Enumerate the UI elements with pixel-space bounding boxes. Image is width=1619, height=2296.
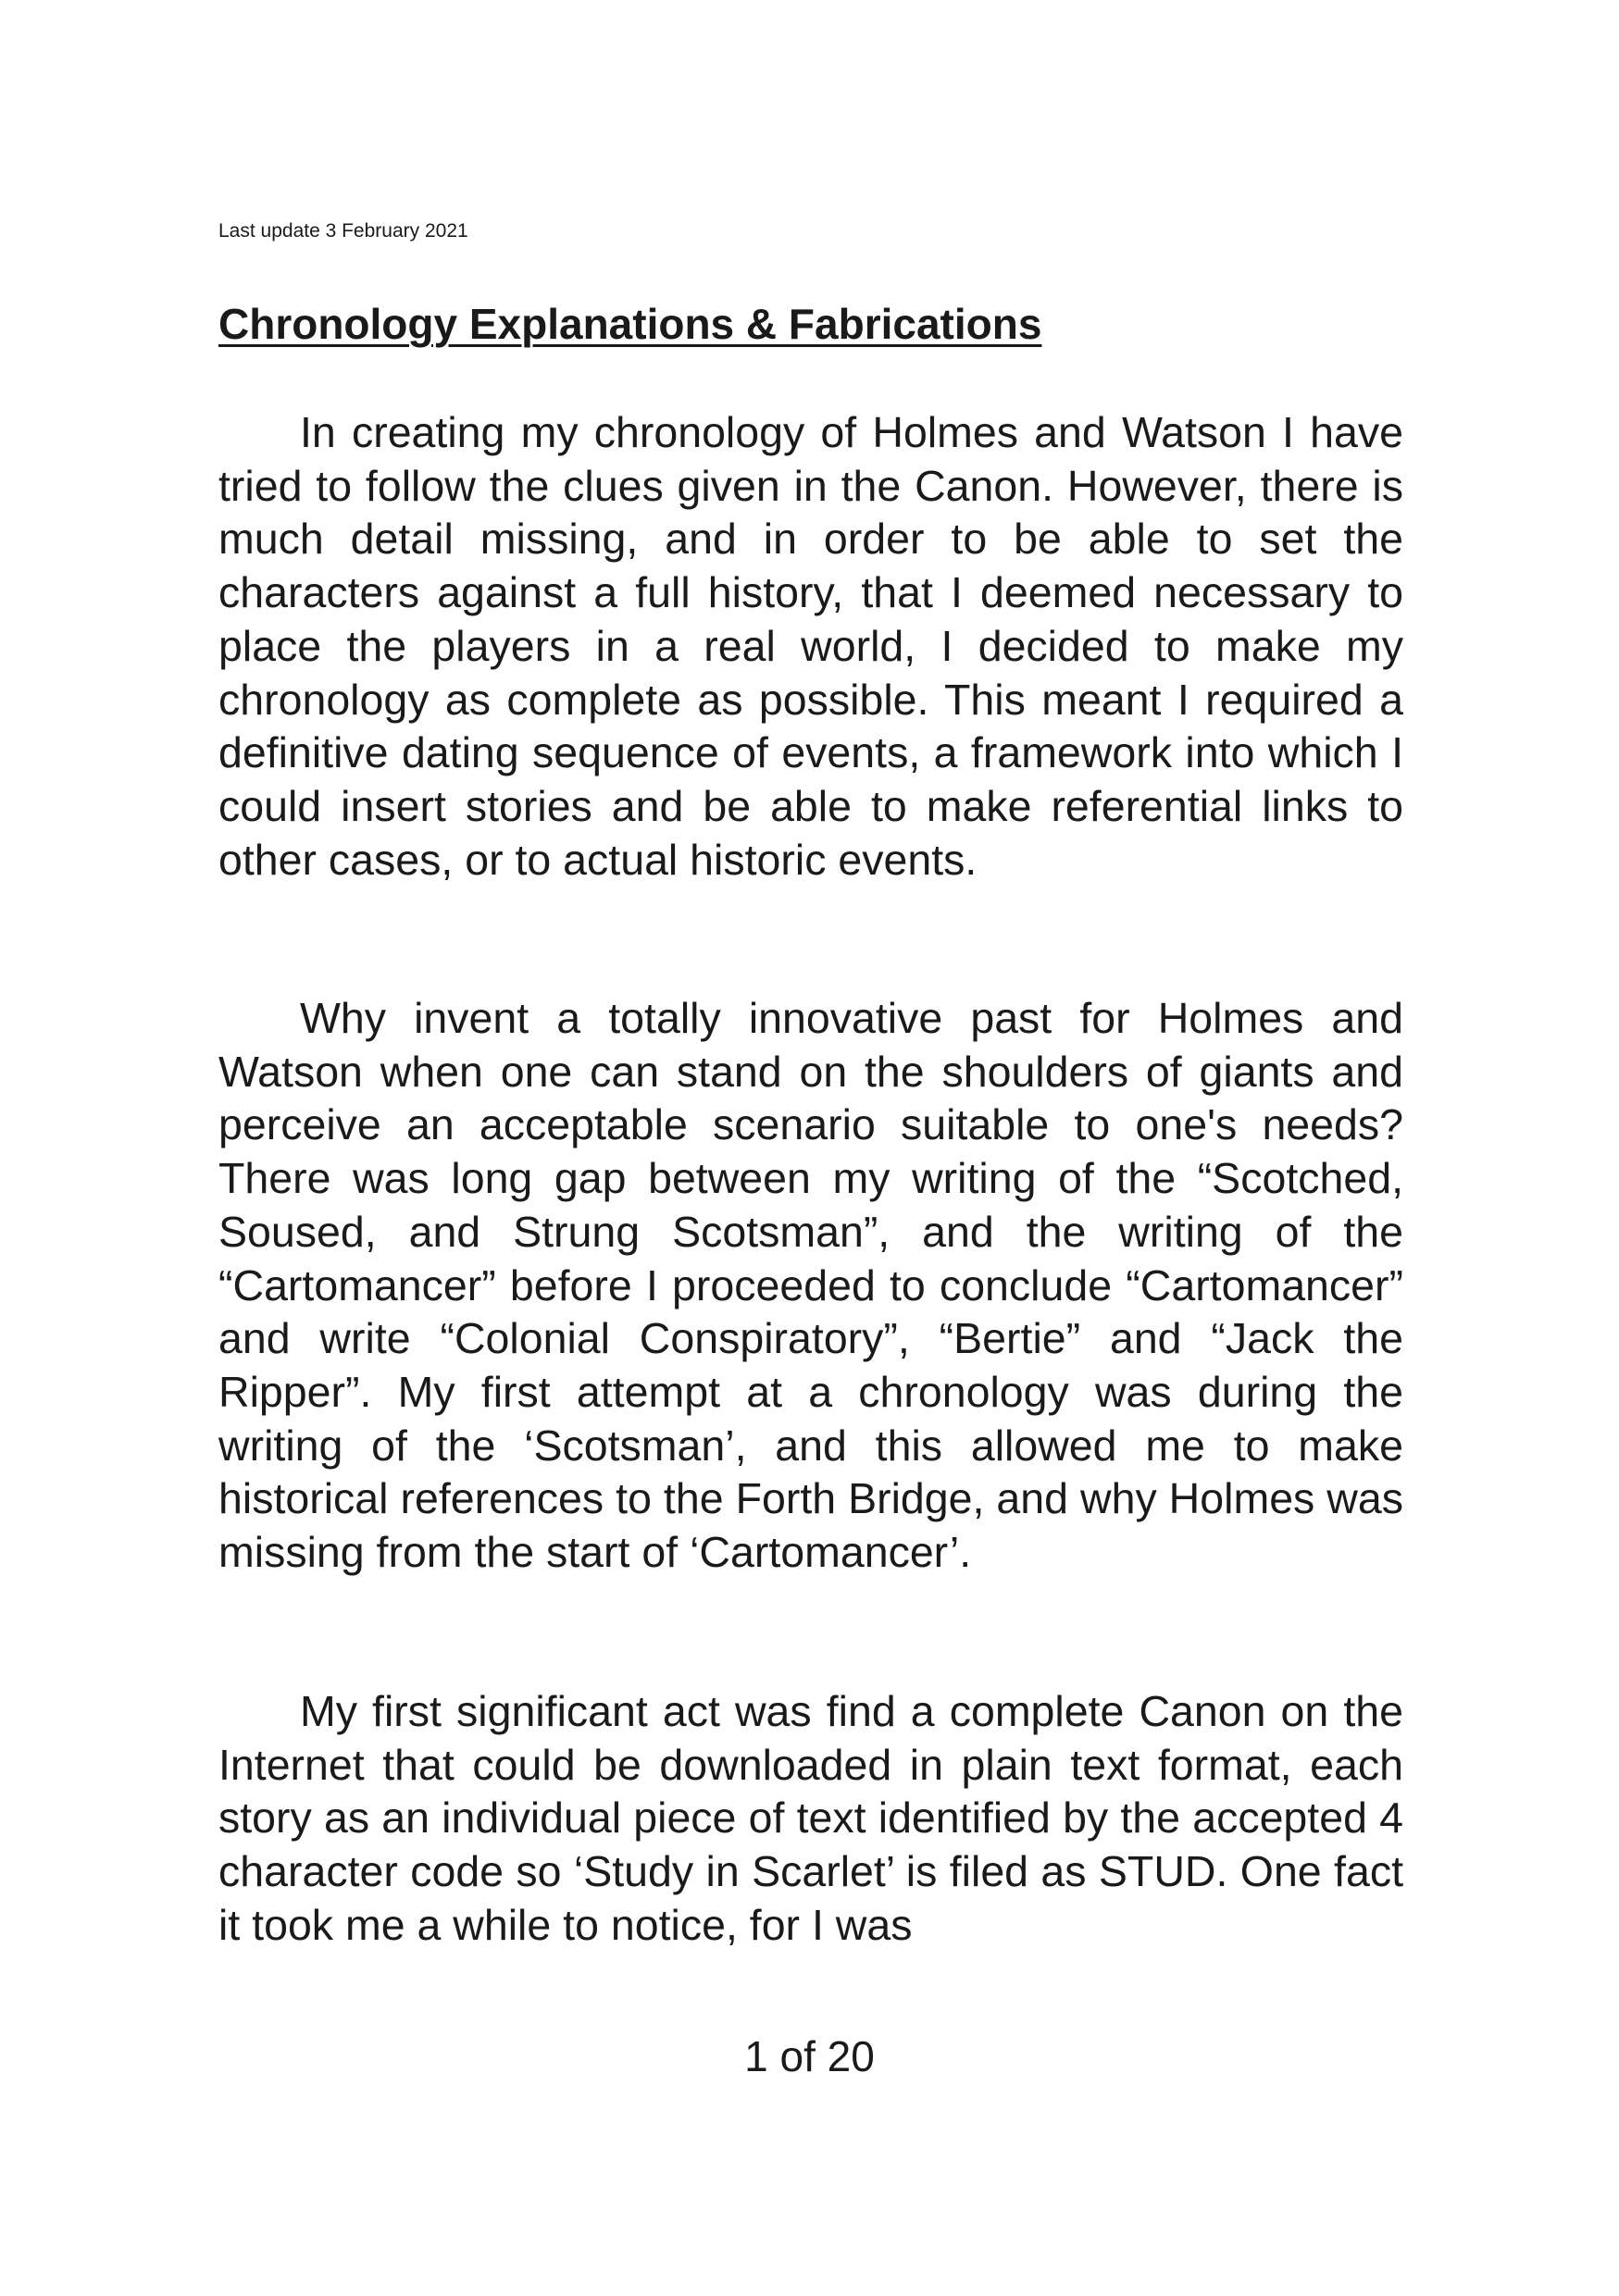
page-number: 1 of 20 (744, 2032, 875, 2080)
body-paragraph: My first significant act was find a complete Canon on the Internet that could be downloaded in plain text format, each story as an individual piece of text identified by the accepted 4 character code so ‘Study in Scarlet’ is filed as STUD. One fact it took me a while to notice, for I was (218, 1687, 1403, 1949)
body-paragraph: Why invent a totally innovative past for Holmes and Watson when one can stand on the shoulders of giants and perceive an acceptable scenario suitable to one's needs? There was long gap between my writing of the “Scotched, Soused, and Strung Scotsman”, and the writing of the “Cartomancer” before I proceeded to conclude “Cartomancer” and write “Colonial Conspiratory”, “Bertie” and “Jack the Ripper”. My first attempt at a chronology was during the writing of the ‘Scotsman’, and this allowed me to make historical references to the Forth Bridge, and why Holmes was missing from the start of ‘Cartomancer’. (218, 994, 1403, 1577)
document-title: Chronology Explanations & Fabrications (218, 300, 1042, 348)
last-update-note: Last update 3 February 2021 (218, 220, 468, 242)
body-paragraph: In creating my chronology of Holmes and Watson I have tried to follow the clues given in the Canon. However, there is much detail missing, and in order to be able to set the characters against a full history, that I deemed necessary to place the players in a real world, I decided to make my chronology as complete as possible. This meant I required a definitive dating sequence of events, a framework into which I could insert stories and be able to make referential links to other cases, or to actual historic events. (218, 408, 1403, 884)
